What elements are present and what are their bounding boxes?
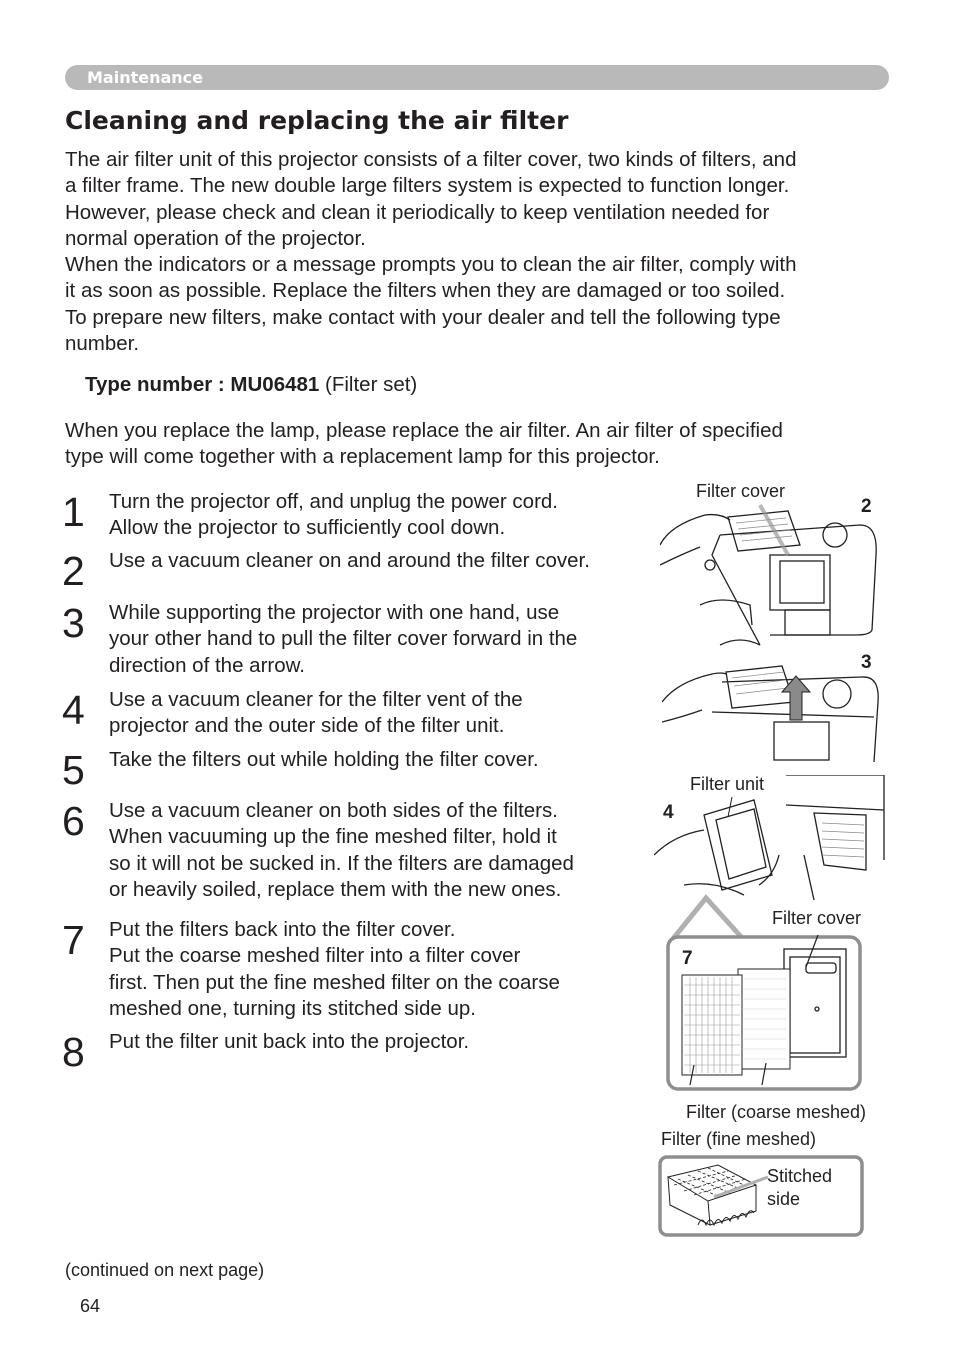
intro-line: When the indicators or a message prompts you to clean the air filter, comply with bbox=[65, 253, 797, 277]
label-stitched-line: Stitched bbox=[767, 1166, 833, 1186]
step-number: 2 bbox=[62, 548, 85, 594]
figure-step-3: 3 bbox=[861, 652, 872, 673]
filter-unit-illustration bbox=[654, 775, 886, 900]
lamp-note-line: type will come together with a replacement lamp for this projector. bbox=[65, 445, 660, 469]
step-text bbox=[109, 798, 574, 903]
label-filter-cover-top: Filter cover bbox=[696, 481, 786, 501]
figure-step-7: 7 bbox=[682, 948, 693, 969]
intro-line: To prepare new filters, make contact with your dealer and tell the following type bbox=[65, 305, 781, 329]
step-number: 5 bbox=[62, 747, 85, 793]
step-line: Put the filters back into the filter cover. bbox=[109, 918, 456, 941]
step-line: or heavily soiled, replace them with the new ones. bbox=[109, 877, 562, 901]
step-line: direction of the arrow. bbox=[109, 653, 305, 677]
intro-line: a filter frame. The new double large filters system is expected to function longer. bbox=[65, 174, 790, 198]
step-number: 8 bbox=[62, 1029, 85, 1075]
step-number: 7 bbox=[62, 917, 85, 963]
step-text bbox=[109, 747, 539, 773]
step-line: Put the filter unit back into the projector. bbox=[109, 1030, 470, 1053]
step-text bbox=[109, 489, 558, 542]
step-text bbox=[109, 1029, 469, 1055]
type-number-suffix: (Filter set) bbox=[319, 373, 418, 396]
step-line: While supporting the projector with one hand, use bbox=[109, 601, 560, 624]
step-line: Allow the projector to sufficiently cool down. bbox=[109, 516, 506, 540]
figure-step-2: 2 bbox=[861, 496, 872, 517]
intro-line: The air filter unit of this projector consists of a filter cover, two kinds of filters, and bbox=[65, 148, 797, 171]
projector-filter-cover-illustration bbox=[660, 495, 885, 655]
stitched-side-illustration bbox=[658, 1155, 864, 1237]
intro-line: However, please check and clean it periodically to keep ventilation needed for bbox=[65, 200, 770, 224]
label-filter-cover-bottom: Filter cover bbox=[772, 908, 862, 928]
label-filter-fine: Filter (fine meshed) bbox=[661, 1129, 817, 1149]
step-line: When vacuuming up the fine meshed filter, hold it bbox=[109, 825, 557, 849]
step-line: Use a vacuum cleaner on both sides of the filters. bbox=[109, 799, 558, 822]
figure-step-4: 4 bbox=[663, 802, 674, 823]
intro-line: it as soon as possible. Replace the filters when they are damaged or too soiled. bbox=[65, 279, 786, 303]
lamp-note-line: When you replace the lamp, please replace the air filter. An air filter of specified bbox=[65, 419, 783, 442]
type-number-line bbox=[85, 373, 417, 397]
continued-note: (continued on next page) bbox=[65, 1260, 265, 1280]
label-filter-coarse: Filter (coarse meshed) bbox=[686, 1102, 867, 1122]
step-text bbox=[109, 600, 577, 679]
section-label: Maintenance bbox=[87, 68, 204, 87]
step-line: Use a vacuum cleaner for the filter vent of the bbox=[109, 688, 523, 711]
step-line: Put the coarse meshed filter into a filter cover bbox=[109, 944, 521, 968]
step-line: your other hand to pull the filter cover forward in the bbox=[109, 627, 578, 651]
step-number: 1 bbox=[62, 489, 85, 535]
step-text bbox=[109, 687, 523, 740]
type-number-label: Type number : MU06481 bbox=[85, 373, 320, 396]
step-text bbox=[109, 917, 560, 1022]
intro-line: normal operation of the projector. bbox=[65, 226, 366, 250]
step-number: 3 bbox=[62, 600, 85, 646]
step-number: 6 bbox=[62, 798, 85, 844]
step-number: 4 bbox=[62, 687, 85, 733]
step-line: Use a vacuum cleaner on and around the filter cover. bbox=[109, 549, 590, 572]
projector-pull-cover-illustration bbox=[662, 662, 884, 764]
label-stitched-side bbox=[767, 1165, 832, 1211]
page-number: 64 bbox=[80, 1296, 101, 1316]
step-text bbox=[109, 548, 590, 574]
step-line: meshed one, turning its stitched side up. bbox=[109, 996, 476, 1020]
step-line: so it will not be sucked in. If the filters are damaged bbox=[109, 851, 574, 875]
lamp-note bbox=[65, 418, 783, 471]
label-filter-unit: Filter unit bbox=[690, 774, 765, 794]
step-line: first. Then put the fine meshed filter on the coarse bbox=[109, 970, 560, 994]
page-title: Cleaning and replacing the air filter bbox=[65, 106, 569, 135]
filter-assembly-illustration bbox=[666, 935, 862, 1091]
intro-line: number. bbox=[65, 332, 140, 356]
step-line: projector and the outer side of the filter unit. bbox=[109, 714, 505, 738]
intro-paragraph bbox=[65, 147, 797, 357]
step-line: Turn the projector off, and unplug the power cord. bbox=[109, 490, 558, 513]
step-line: Take the filters out while holding the filter cover. bbox=[109, 748, 539, 771]
section-header-bar bbox=[65, 65, 889, 90]
label-stitched-line: side bbox=[767, 1189, 801, 1209]
